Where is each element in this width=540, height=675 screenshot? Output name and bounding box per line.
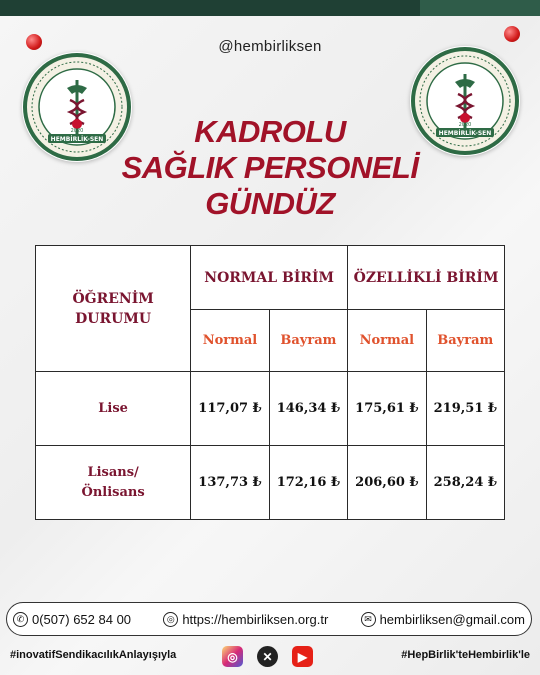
top-band <box>0 0 540 16</box>
table-cell: 219,51 ₺ <box>426 372 504 446</box>
title-line-2: SAĞLIK PERSONELİ <box>121 150 419 185</box>
title-line-3: GÜNDÜZ <box>205 186 335 221</box>
group-special-header: ÖZELLİKLİ BİRİM <box>348 246 505 310</box>
social-links <box>222 646 313 667</box>
social-handle: @hembirliksen <box>218 38 322 55</box>
contact-bar <box>6 602 532 636</box>
table-row <box>36 446 505 520</box>
mail-icon: ✉ <box>361 612 376 627</box>
subheader-normal: Normal <box>348 310 426 372</box>
subheader-holiday: Bayram <box>426 310 504 372</box>
svg-text:HEMBİRLİK-SEN: HEMBİRLİK-SEN <box>50 136 104 143</box>
hashtag-left: #inovatifSendikacılıkAnlayışıyla <box>10 649 177 661</box>
website-url: https://hembirliksen.org.tr <box>182 611 329 627</box>
email-address: hembirliksen@gmail.com <box>379 611 525 627</box>
email-link[interactable] <box>361 612 525 627</box>
title-line-1: KADROLU <box>194 114 346 149</box>
subheader-normal: Normal <box>191 310 269 372</box>
table-cell: 117,07 ₺ <box>191 372 269 446</box>
x-icon[interactable]: ✕ <box>257 646 278 667</box>
table-cell: 175,61 ₺ <box>348 372 426 446</box>
youtube-icon[interactable]: ▶ <box>292 646 313 667</box>
education-header: ÖĞRENİM DURUMU <box>36 246 191 372</box>
globe-icon: ◎ <box>163 612 178 627</box>
subheader-holiday: Bayram <box>269 310 347 372</box>
group-normal-header: NORMAL BİRİM <box>191 246 348 310</box>
phone-icon: ✆ <box>13 612 28 627</box>
footer <box>0 638 540 675</box>
hashtag-right: #HepBirlik'teHembirlik'le <box>401 649 530 661</box>
phone-contact[interactable] <box>13 612 131 627</box>
svg-text:2020: 2020 <box>70 128 84 134</box>
table-row <box>36 372 505 446</box>
phone-number: 0(507) 652 84 00 <box>32 611 132 627</box>
salary-table <box>35 245 505 520</box>
table-cell: 137,73 ₺ <box>191 446 269 520</box>
instagram-icon[interactable]: ◎ <box>222 646 243 667</box>
row-label: Lise <box>36 372 191 446</box>
row-label: Lisans/ Önlisans <box>36 446 191 520</box>
table-cell: 258,24 ₺ <box>426 446 504 520</box>
svg-text:HEMBİRLİK-SEN: HEMBİRLİK-SEN <box>438 130 492 137</box>
table-cell: 172,16 ₺ <box>269 446 347 520</box>
table-cell: 146,34 ₺ <box>269 372 347 446</box>
website-link[interactable] <box>163 612 328 627</box>
svg-text:2020: 2020 <box>458 122 472 128</box>
table-cell: 206,60 ₺ <box>348 446 426 520</box>
